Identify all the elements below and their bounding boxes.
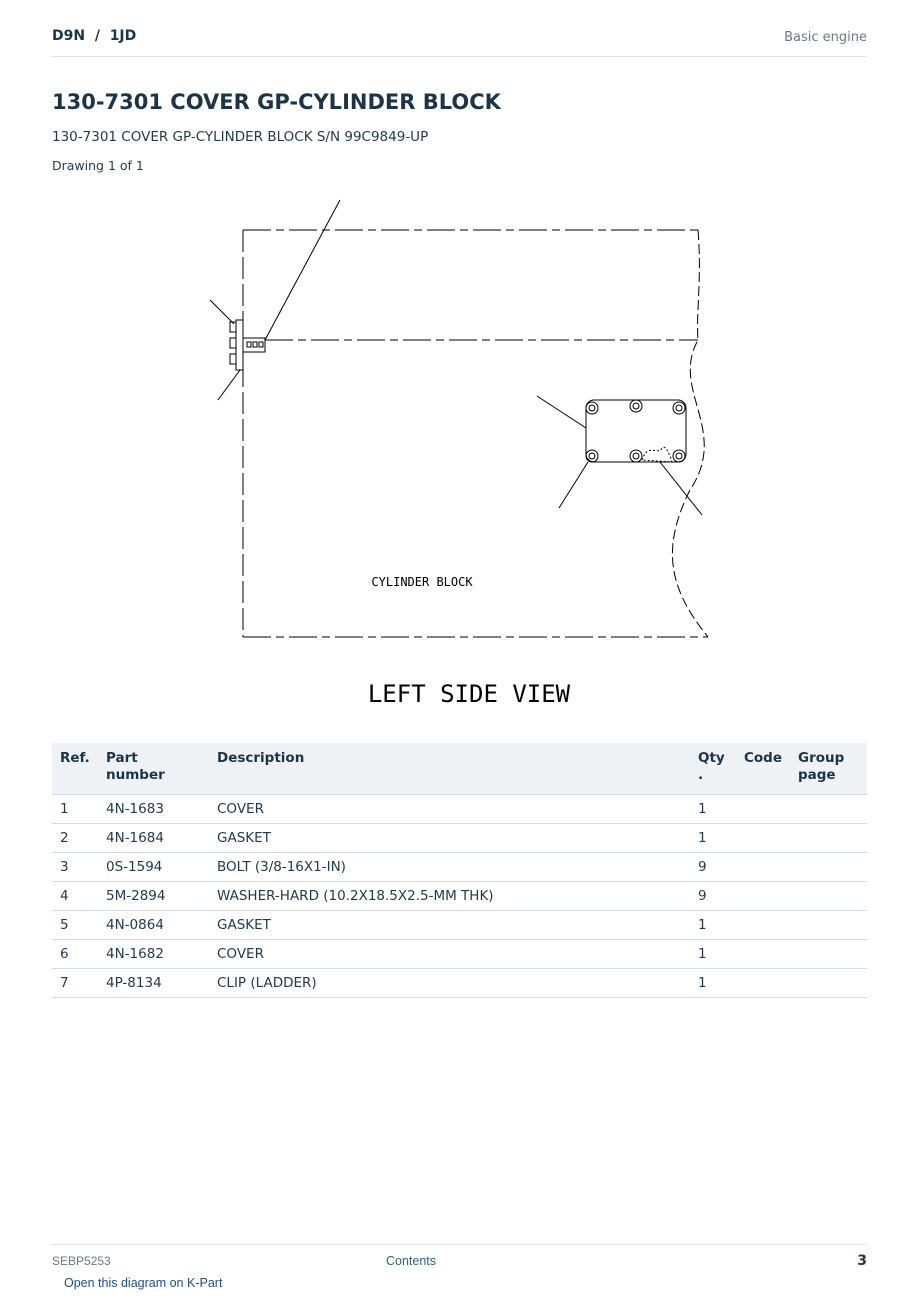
cell-code bbox=[736, 911, 790, 940]
cell-ref: 2 bbox=[52, 824, 98, 853]
cover-cutaway bbox=[642, 447, 672, 462]
cell-part-number: 4P-8134 bbox=[98, 969, 209, 998]
cell-qty: 9 bbox=[690, 882, 736, 911]
cell-part-number: 4N-1683 bbox=[98, 795, 209, 824]
cell-part-number: 0S-1594 bbox=[98, 853, 209, 882]
cell-qty: 1 bbox=[690, 795, 736, 824]
cell-ref: 3 bbox=[52, 853, 98, 882]
document-id: SEBP5253 bbox=[52, 1254, 111, 1268]
left-cover-plate bbox=[236, 320, 243, 370]
page-footer bbox=[52, 1244, 867, 1269]
cell-ref: 5 bbox=[52, 911, 98, 940]
cell-code bbox=[736, 853, 790, 882]
parts-table bbox=[52, 743, 867, 998]
cell-ref: 6 bbox=[52, 940, 98, 969]
section-name: Basic engine bbox=[784, 30, 867, 45]
cell-code bbox=[736, 824, 790, 853]
col-qty: Qty . bbox=[690, 743, 736, 795]
leader-line-5 bbox=[559, 462, 588, 508]
cell-group-page bbox=[790, 795, 867, 824]
cell-part-number: 4N-1682 bbox=[98, 940, 209, 969]
cell-code bbox=[736, 969, 790, 998]
cell-qty: 1 bbox=[690, 911, 736, 940]
table-row bbox=[52, 969, 867, 998]
col-code: Code bbox=[736, 743, 790, 795]
cell-description: BOLT (3/8-16X1-IN) bbox=[209, 853, 690, 882]
cell-description: WASHER-HARD (10.2X18.5X2.5-MM THK) bbox=[209, 882, 690, 911]
cell-description: GASKET bbox=[209, 911, 690, 940]
contents-link[interactable]: Contents bbox=[386, 1254, 437, 1268]
table-row bbox=[52, 940, 867, 969]
cell-part-number: 4N-1684 bbox=[98, 824, 209, 853]
cell-code bbox=[736, 882, 790, 911]
col-group-page: Group page bbox=[790, 743, 867, 795]
cell-qty: 1 bbox=[690, 940, 736, 969]
table-row bbox=[52, 795, 867, 824]
drawing-count: Drawing 1 of 1 bbox=[52, 158, 144, 173]
cell-group-page bbox=[790, 824, 867, 853]
cell-part-number: 4N-0864 bbox=[98, 911, 209, 940]
page-header bbox=[52, 28, 867, 57]
cell-ref: 7 bbox=[52, 969, 98, 998]
table-header-row bbox=[52, 743, 867, 795]
table-row bbox=[52, 853, 867, 882]
cell-qty: 1 bbox=[690, 824, 736, 853]
block-break-line bbox=[672, 230, 708, 637]
leader-line-6 bbox=[660, 462, 702, 515]
cell-group-page bbox=[790, 940, 867, 969]
cell-code bbox=[736, 940, 790, 969]
col-ref: Ref. bbox=[52, 743, 98, 795]
table-row bbox=[52, 824, 867, 853]
cell-group-page bbox=[790, 882, 867, 911]
page-subtitle: 130-7301 COVER GP-CYLINDER BLOCK S/N 99C9849-UP bbox=[52, 129, 429, 145]
view-label: LEFT SIDE VIEW bbox=[367, 680, 571, 708]
left-cover-gasket bbox=[243, 338, 265, 352]
page-title: 130-7301 COVER GP-CYLINDER BLOCK bbox=[52, 90, 501, 114]
cell-description: CLIP (LADDER) bbox=[209, 969, 690, 998]
leader-line-4 bbox=[537, 396, 586, 428]
leader-line-3 bbox=[218, 370, 240, 400]
cell-ref: 4 bbox=[52, 882, 98, 911]
cell-ref: 1 bbox=[52, 795, 98, 824]
table-row bbox=[52, 911, 867, 940]
cell-description: COVER bbox=[209, 940, 690, 969]
col-part-number: Part number bbox=[98, 743, 209, 795]
cell-qty: 9 bbox=[690, 853, 736, 882]
cell-description: COVER bbox=[209, 795, 690, 824]
parts-diagram bbox=[190, 190, 730, 720]
table-row bbox=[52, 882, 867, 911]
cell-group-page bbox=[790, 969, 867, 998]
cell-description: GASKET bbox=[209, 824, 690, 853]
leader-line-1 bbox=[265, 200, 340, 340]
breadcrumb: D9N / 1JD bbox=[52, 28, 137, 44]
cell-code bbox=[736, 795, 790, 824]
open-kpart-link[interactable]: Open this diagram on K-Part bbox=[64, 1276, 223, 1290]
cell-qty: 1 bbox=[690, 969, 736, 998]
col-description: Description bbox=[209, 743, 690, 795]
cell-group-page bbox=[790, 911, 867, 940]
block-label: CYLINDER BLOCK bbox=[371, 575, 473, 589]
leader-line-2 bbox=[210, 300, 234, 324]
cell-part-number: 5M-2894 bbox=[98, 882, 209, 911]
cell-group-page bbox=[790, 853, 867, 882]
page-number: 3 bbox=[857, 1253, 867, 1269]
